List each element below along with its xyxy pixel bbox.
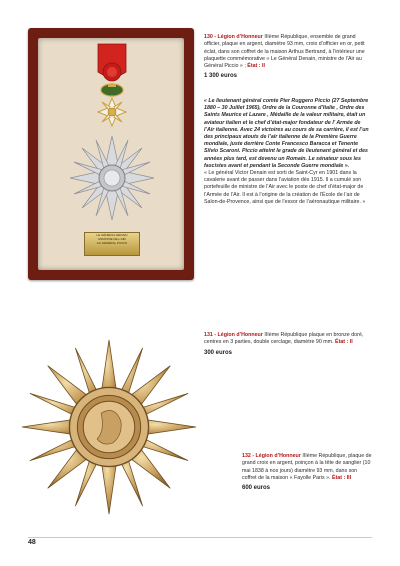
lot-131-price: 300 euros	[204, 349, 233, 356]
plaque-line: AU GÉNÉRAL PICCIO	[96, 241, 128, 245]
lot-131-title: 131 - Légion d’Honneur	[204, 332, 263, 338]
plaque-line: LE GÉNÉRAL DENAIN	[96, 233, 128, 237]
lot-131-entry	[204, 332, 372, 357]
ribbon-rosette-icon	[98, 44, 126, 81]
lot-132-title: 132 - Légion d’Honneur	[242, 453, 301, 459]
lot-130-title: 130 - Légion d’Honneur	[204, 34, 263, 40]
piccio-biography: « Le lieutenant général comte Pier Ruggero Piccio (27 Septembre 1880 – 30 Juillet 1965), Ordre de la Couronne d’Italie , Ordre des Saints Maurice et Lazare , Médaille de la valeur militaire, était un aviateur italien et le chef d’état-major fondateur de l’ Armée de l’Air italienne. Avec 24 victoires au cours de sa carrière, il est l’un des principaux atouts de l’air italienne de la Première Guerre mondiale, juste derrière Conte Francesco Baracca et Tenente Silvio Scaroni. Piccio atteint le grade de lieutenant général et des années plus tard, est devenu un Romain. Le sénateur sous les fascistes avant et pendant la Seconde Guerre mondiale ».	[204, 98, 369, 169]
silver-plaque-star-icon	[70, 136, 154, 220]
lot-132-price: 600 euros	[242, 485, 271, 492]
lot-130-etat: État : II	[247, 63, 265, 70]
lot-130-description: IIIème République, ensemble de grand officier, plaque en argent, diamètre 93 mm, croix d’officier en or, petit éclat, dans son coffret de la maison Arthus Bertrand, à l’intérieur une plaquette commémorative « Le Général Denain, ministre de l’Air au Général Piccio » ;	[204, 34, 365, 70]
lot-130-presentation-case	[28, 28, 194, 280]
lot-131-etat: État : II	[335, 339, 353, 346]
lot-132-etat: État : III	[332, 474, 352, 481]
lot-130-notes	[204, 98, 370, 206]
page-number: 48	[28, 539, 36, 546]
denain-biography: « Le général Victor Denain est sorti de Saint-Cyr en 1901 dans la cavalerie avant de passer dans l’aviation dès 1915. Il a cumulé son portefeuille de ministre de l’Air avec le poste de chef d’état-major de l’Armée de l’Air. Il est à l’origine de la création de l’École de l’air de Salon-de-Provence, ainsi que de l’essor de l’aéronautique militaire. »	[204, 170, 366, 205]
lot-131-bronze-plaque-image	[20, 338, 198, 516]
plaque-line: MINISTRE DE L'AIR	[98, 237, 126, 241]
commemorative-plaquette	[84, 232, 140, 256]
lot-132-description: IIIème République, plaque de grand croix en argent, poinçon à la tête de sanglier (10 mai 1838 à nos jours) diamètre 93 mm, dans son coffret de la maison « Fayolle Paris ».	[242, 453, 372, 481]
footer-divider	[28, 537, 372, 538]
lot-131-description: IIIème République plaque en bronze doré, centres en 3 parties, double cerclage, diamètre 90 mm.	[204, 332, 364, 346]
officer-cross-icon	[98, 98, 126, 126]
lot-130-entry	[204, 34, 370, 81]
lot-130-price: 1 300 euros	[204, 73, 238, 80]
lot-132-entry	[242, 453, 372, 492]
laurel-wreath-icon	[101, 84, 123, 96]
